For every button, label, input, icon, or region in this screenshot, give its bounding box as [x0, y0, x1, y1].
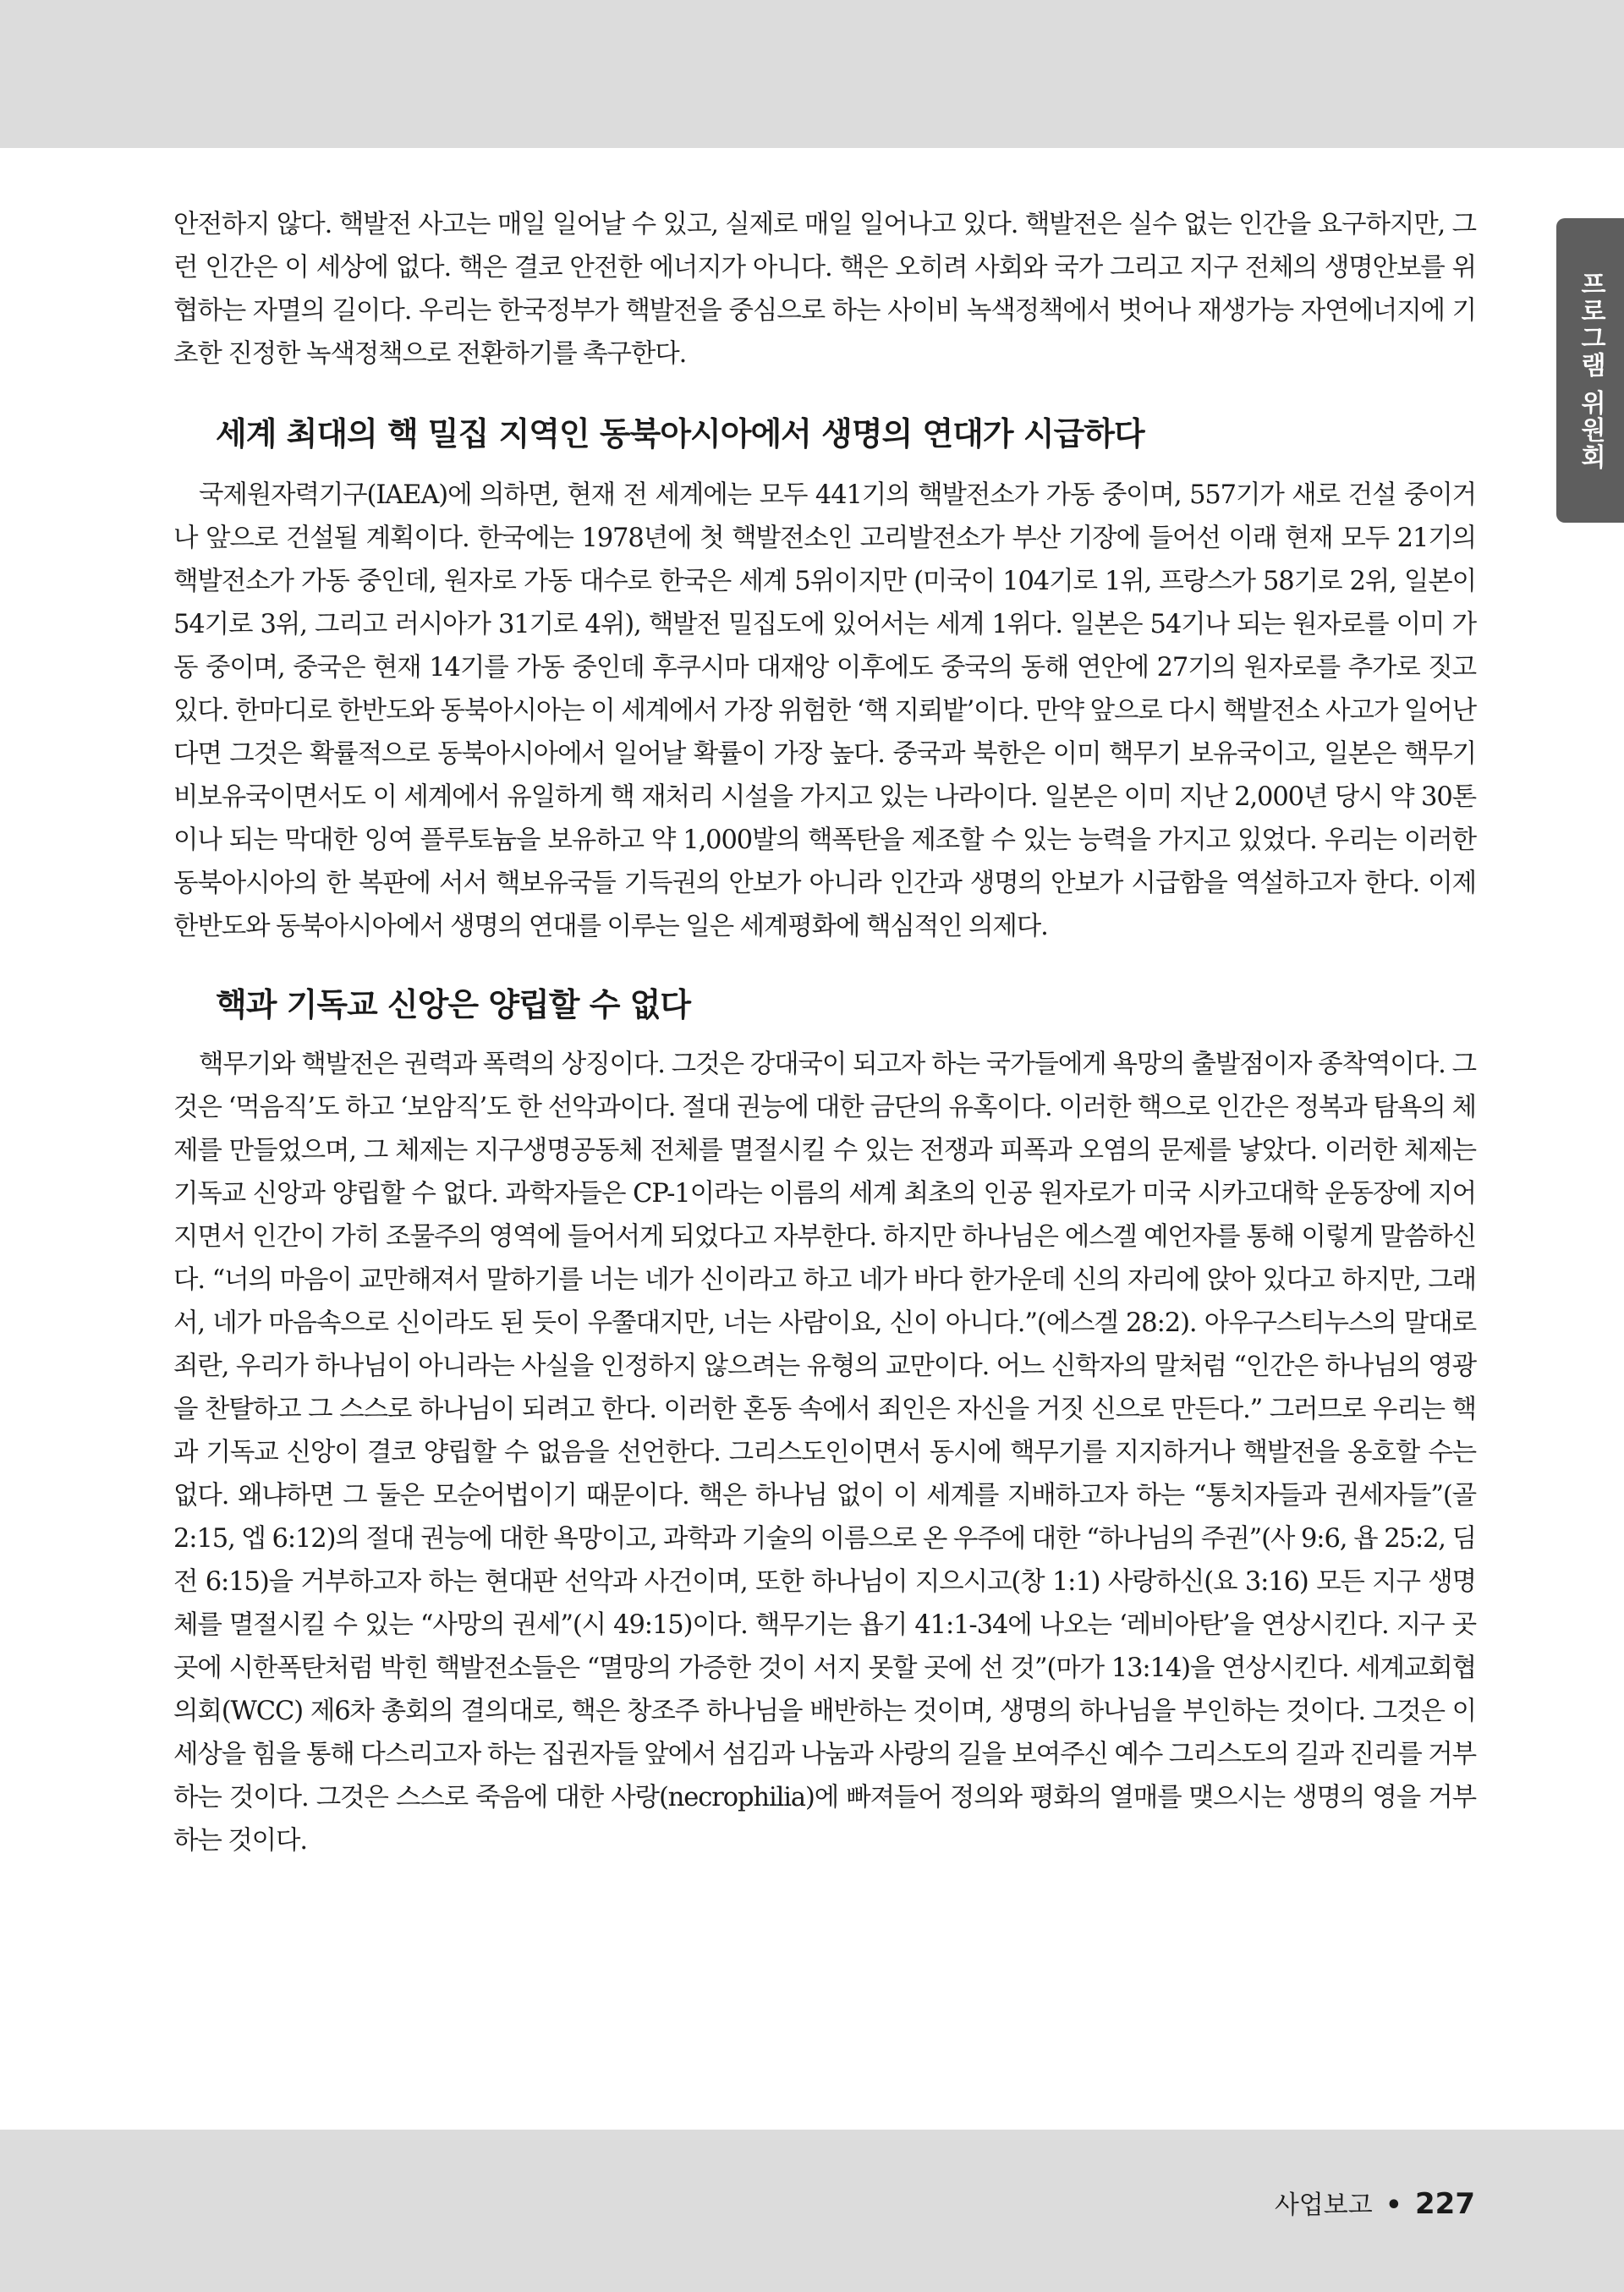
paragraph-faith: 핵무기와 핵발전은 권력과 폭력의 상징이다. 그것은 강대국이 되고자 하는 국가들에게 욕망의 출발점이자 종착역이다. 그것은 ‘먹음직’도 하고 ‘보암직’도 한 선악과이다. 절대 권능에 대한 금단의 유혹이다. 이러한 핵으로 인간은 정복과 탐욕의 체제를 만들었으며, 그 체제는 지구생명공동체 전체를 멸절시킬 수 있는 전쟁과 피폭과 오염의 문제를 낳았다. 이러한 체제는 기독교 신앙과 양립할 수 없다. 과학자들은 CP-1이라는 이름의 세계 최초의 인공 원자로가 미국 시카고대학 운동장에 지어지면서 인간이 가히 조물주의 영역에 들어서게 되었다고 자부한다. 하지만 하나님은 에스겔 예언자를 통해 이렇게 말씀하신다. “너의 마음이 교만해져서 말하기를 너는 네가 신이라고 하고 네가 바다 한가운데 신의 자리에 앉아 있다고 하지만, 그래서, 네가 마음속으로 신이라도 된 듯이 우쭐대지만, 너는 사람이요, 신이 아니다.”(에스겔 28:2). 아우구스티누스의 말대로 죄란, 우리가 하나님이 아니라는 사실을 인정하지 않으려는 유형의 교만이다. 어느 신학자의 말처럼 “인간은 하나님의 영광을 찬탈하고 그 스스로 하나님이 되려고 한다. 이러한 혼동 속에서 죄인은 자신을 거짓 신으로 만든다.” 그러므로 우리는 핵과 기독교 신앙이 결코 양립할 수 없음을 선언한다. 그리스도인이면서 동시에 핵무기를 지지하거나 핵발전을 옹호할 수는 없다. 왜냐하면 그 둘은 모순어법이기 때문이다. 핵은 하나님 없이 이 세계를 지배하고자 하는 “통치자들과 권세자들”(골 2:15, 엡 6:12)의 절대 권능에 대한 욕망이고, 과학과 기술의 이름으로 온 우주에 대한 “하나님의 주권”(사 9:6, 욥 25:2, 딤전 6:15)을 거부하고자 하는 현대판 선악과 사건이며, 또한 하나님이 지으시고(창 1:1) 사랑하신(요 3:16) 모든 지구 생명체를 멸절시킬 수 있는 “사망의 권세”(시 49:15)이다. 핵무기는 욥기 41:1-34에 나오는 ‘레비아탄’을 연상시킨다. 지구 곳곳에 시한폭탄처럼 박힌 핵발전소들은 “멸망의 가증한 것이 서지 못할 곳에 선 것”(마가 13:14)을 연상시킨다. 세계교회협의회(WCC) 제6차 총회의 결의대로, 핵은 창조주 하나님을 배반하는 것이며, 생명의 하나님을 부인하는 것이다. 그것은 이 세상을 힘을 통해 다스리고자 하는 집권자들 앞에서 섬김과 나눔과 사랑의 길을 보여주신 예수 그리스도의 길과 진리를 거부하는 것이다. 그것은 스스로 죽음에 대한 사랑(necrophilia)에 빠져들어 정의와 평화의 열매를 맺으시는 생명의 영을 거부하는 것이다.	[173, 1050, 1476, 1856]
paragraph-intro: 안전하지 않다. 핵발전 사고는 매일 일어날 수 있고, 실제로 매일 일어나고 있다. 핵발전은 실수 없는 인간을 요구하지만, 그런 인간은 이 세상에 없다. 핵은 결코 안전한 에너지가 아니다. 핵은 오히려 사회와 국가 그리고 지구 전체의 생명안보를 위협하는 자멸의 길이다. 우리는 한국정부가 핵발전을 중심으로 하는 사이비 녹색정책에서 벗어나 재생가능 자연에너지에 기초한 진정한 녹색정책으로 전환하기를 촉구한다.	[173, 210, 1476, 369]
footer-section-label: 사업보고	[1274, 2191, 1373, 2220]
section-heading-northeast-asia: 세계 최대의 핵 밀집 지역인 동북아시아에서 생명의 연대가 시급하다	[216, 415, 1144, 452]
section-heading-faith: 핵과 기독교 신앙은 양립할 수 없다	[216, 986, 691, 1023]
section-side-tab	[1556, 218, 1624, 523]
page-number: 227	[1415, 2187, 1475, 2221]
header-band	[0, 0, 1624, 148]
page-content	[173, 203, 1476, 1862]
footer-separator: •	[1385, 2191, 1402, 2220]
paragraph-northeast-asia: 국제원자력기구(IAEA)에 의하면, 현재 전 세계에는 모두 441기의 핵발전소가 가동 중이며, 557기가 새로 건설 중이거나 앞으로 건설될 계획이다. 한국에는 1978년에 첫 핵발전소인 고리발전소가 부산 기장에 들어선 이래 현재 모두 21기의 핵발전소가 가동 중인데, 원자로 가동 대수로 한국은 세계 5위이지만 (미국이 104기로 1위, 프랑스가 58기로 2위, 일본이 54기로 3위, 그리고 러시아가 31기로 4위), 핵발전 밀집도에 있어서는 세계 1위다. 일본은 54기나 되는 원자로를 이미 가동 중이며, 중국은 현재 14기를 가동 중인데 후쿠시마 대재앙 이후에도 중국의 동해 연안에 27기의 원자로를 추가로 짓고 있다. 한마디로 한반도와 동북아시아는 이 세계에서 가장 위험한 ‘핵 지뢰밭’이다. 만약 앞으로 다시 핵발전소 사고가 일어난다면 그것은 확률적으로 동북아시아에서 일어날 확률이 가장 높다. 중국과 북한은 이미 핵무기 보유국이고, 일본은 핵무기 비보유국이면서도 이 세계에서 유일하게 핵 재처리 시설을 가지고 있는 나라이다. 일본은 이미 지난 2,000년 당시 약 30톤이나 되는 막대한 잉여 플루토늄을 보유하고 약 1,000발의 핵폭탄을 제조할 수 있는 능력을 가지고 있었다. 우리는 이러한 동북아시아의 한 복판에 서서 핵보유국들 기득권의 안보가 아니라 인간과 생명의 안보가 시급함을 역설하고자 한다. 이제 한반도와 동북아시아에서 생명의 연대를 이루는 일은 세계평화에 핵심적인 의제다.	[173, 480, 1476, 941]
side-tab-label: 프로그램 위원회	[1576, 270, 1605, 471]
page-footer	[1275, 2184, 1475, 2221]
